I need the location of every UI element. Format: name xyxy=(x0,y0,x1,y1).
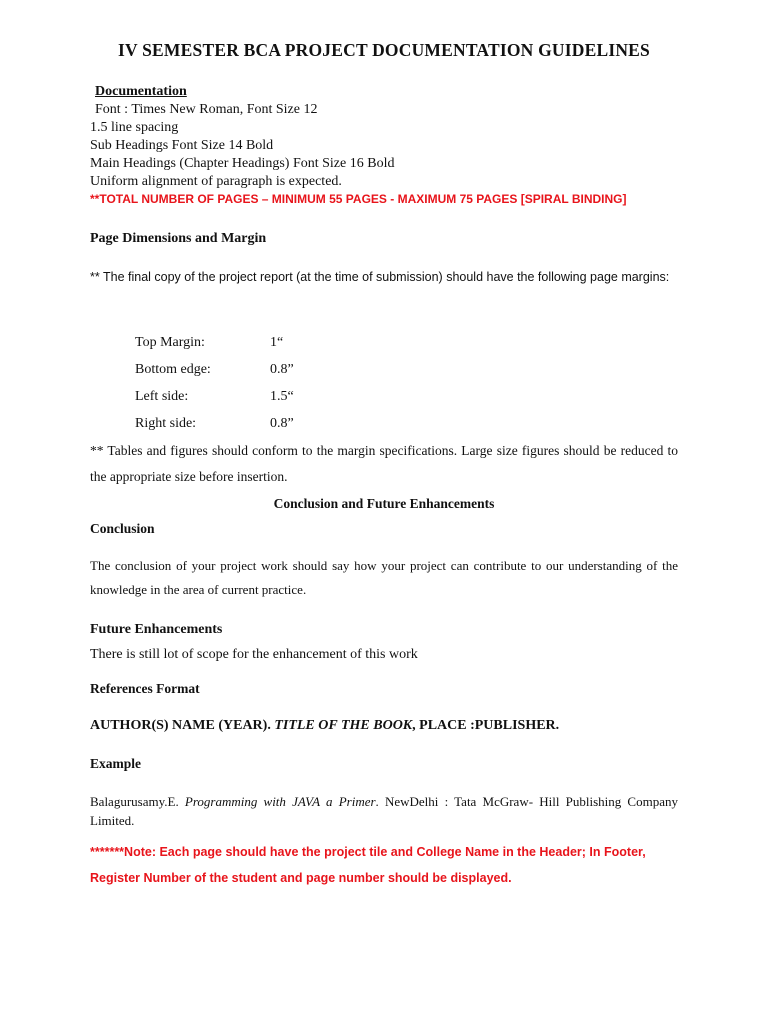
documentation-line-font: Font : Times New Roman, Font Size 12 xyxy=(95,102,318,117)
conclusion-section-heading: Conclusion and Future Enhancements xyxy=(273,496,495,511)
documentation-heading: Documentation xyxy=(95,84,187,99)
reference-format-suffix: , PLACE :PUBLISHER. xyxy=(412,718,560,733)
tables-figures-note: ** Tables and figures should conform to the margin specifications. Large size figures should be reduced to the appropriate size before insertion. xyxy=(90,443,678,484)
reference-format-prefix: AUTHOR(S) NAME (YEAR). xyxy=(90,718,275,733)
margin-value-top: 1“ xyxy=(270,335,284,350)
example-author: Balagurusamy.E. xyxy=(90,794,185,809)
documentation-line-subheadings: Sub Headings Font Size 14 Bold xyxy=(90,138,274,153)
example-book-title: Programming with JAVA a Primer xyxy=(184,794,376,809)
margin-value-right: 0.8” xyxy=(270,416,294,431)
total-pages-note: **TOTAL NUMBER OF PAGES – MINIMUM 55 PAGES - MAXIMUM 75 PAGES [SPIRAL BINDING] xyxy=(90,192,627,206)
conclusion-heading: Conclusion xyxy=(90,521,155,536)
margin-label-left: Left side: xyxy=(135,389,189,404)
example-publisher: . NewDelhi : Tata McGraw- Hill Publishing Company Limited. xyxy=(90,794,678,828)
margin-label-right: Right side: xyxy=(135,416,197,431)
reference-format-line xyxy=(90,718,559,734)
margins-intro: ** The final copy of the project report (at the time of submission) should have the following page margins: xyxy=(90,270,670,284)
future-enhancements-text: There is still lot of scope for the enhancement of this work xyxy=(90,647,418,662)
documentation-line-mainheadings: Main Headings (Chapter Headings) Font Size 16 Bold xyxy=(90,156,395,171)
document-title: IV SEMESTER BCA PROJECT DOCUMENTATION GUIDELINES xyxy=(118,40,650,60)
footer-note-line-2: Register Number of the student and page number should be displayed. xyxy=(90,871,512,885)
reference-format-title: TITLE OF THE BOOK xyxy=(274,718,413,733)
conclusion-text: The conclusion of your project work should say how your project can contribute to our understanding of the knowledge in the area of current practice. xyxy=(90,558,678,597)
margin-value-left: 1.5“ xyxy=(270,389,294,404)
margin-label-bottom: Bottom edge: xyxy=(135,362,211,377)
references-format-heading: References Format xyxy=(90,681,200,696)
documentation-line-spacing: 1.5 line spacing xyxy=(90,120,179,135)
example-reference xyxy=(90,792,678,830)
page-dimensions-heading: Page Dimensions and Margin xyxy=(90,231,267,246)
footer-note-line-1: *******Note: Each page should have the project tile and College Name in the Header; In Footer, xyxy=(90,845,646,859)
margin-label-top: Top Margin: xyxy=(135,335,205,350)
future-enhancements-heading: Future Enhancements xyxy=(90,622,223,637)
margin-value-bottom: 0.8” xyxy=(270,362,294,377)
example-heading: Example xyxy=(90,756,142,771)
documentation-line-alignment: Uniform alignment of paragraph is expected. xyxy=(90,174,342,189)
